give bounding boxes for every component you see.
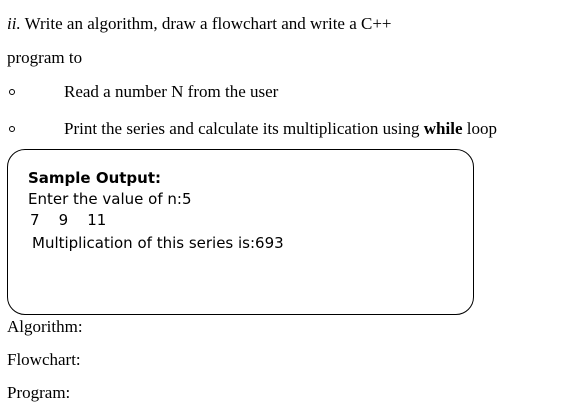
bullet-text-after: loop (462, 119, 497, 138)
sample-output-line: Enter the value of n:5 (28, 190, 192, 208)
section-algorithm: Algorithm: (7, 317, 83, 336)
section-program: Program: (7, 383, 71, 402)
section-flowchart: Flowchart: (7, 350, 81, 369)
question-number: ii. (7, 14, 21, 33)
bullet-item-read: Read a number N from the user (64, 82, 279, 101)
question-line-1 (7, 14, 392, 34)
question-line-2: program to (7, 48, 83, 67)
bullet-bold-word: while (423, 119, 463, 138)
bullet-text-before: Print the series and calculate its multiplication using (64, 119, 424, 138)
sample-output-line: 7 9 11 (30, 211, 107, 229)
sample-output-line: Multiplication of this series is:693 (32, 234, 284, 252)
bullet-item-print (64, 119, 497, 139)
bullet-icon (9, 126, 15, 132)
question-text: Write an algorithm, draw a flowchart and write a C++ (24, 14, 392, 33)
sample-output-title: Sample Output: (28, 169, 162, 187)
bullet-icon (9, 89, 15, 95)
